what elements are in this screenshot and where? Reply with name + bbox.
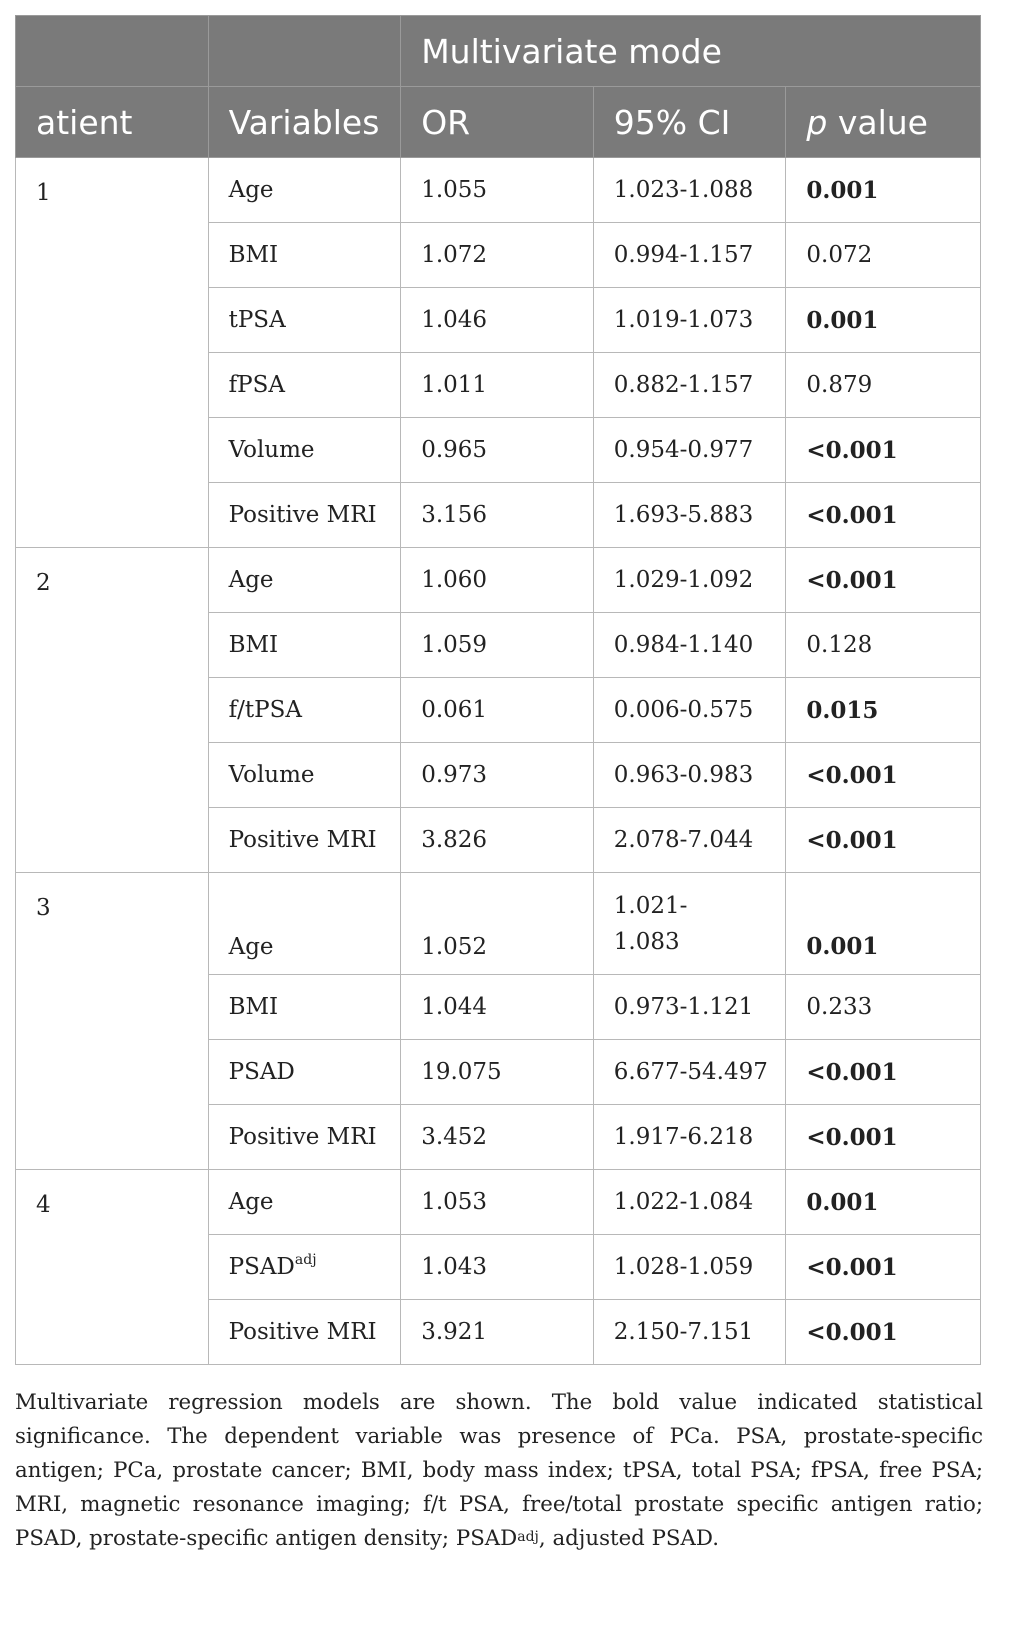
variable-cell: Positive MRI (208, 483, 401, 548)
or-cell: 1.053 (401, 1170, 594, 1235)
table-row (16, 1170, 981, 1235)
p-cell: <0.001 (786, 1300, 981, 1365)
p-cell: 0.015 (786, 678, 981, 743)
or-cell: 1.072 (401, 223, 594, 288)
p-cell: <0.001 (786, 483, 981, 548)
or-cell: 1.044 (401, 975, 594, 1040)
variable-cell: PSAD (208, 1040, 401, 1105)
ci-cell: 1.023-1.088 (593, 158, 786, 223)
or-cell: 1.046 (401, 288, 594, 353)
p-cell: <0.001 (786, 418, 981, 483)
ci-cell: 1.019-1.073 (593, 288, 786, 353)
ci-cell: 0.984-1.140 (593, 613, 786, 678)
model-cell: 2 (16, 548, 209, 873)
variable-superscript: adj (294, 1252, 317, 1268)
variable-cell: f/tPSA (208, 678, 401, 743)
p-cell: <0.001 (786, 1105, 981, 1170)
p-cell: 0.001 (786, 873, 981, 975)
variable-cell: Age (208, 548, 401, 613)
footnote-superscript: adj (517, 1529, 539, 1545)
footnote-text: Multivariate regression models are shown. The bold value indicated statistical significance. The dependent variable was presence of PCa. PSA, prostate-specific antigen; PCa, prostate cancer; BMI, body mass index; tPSA, total PSA; fPSA, free PSA; MRI, magnetic resonance imaging; f/t PSA, free/total prostate specific antigen ratio; PSAD, prostate-specific antigen density; PSAD (15, 1390, 983, 1551)
or-cell: 3.826 (401, 808, 594, 873)
variable-cell: Age (208, 873, 401, 975)
footnote-text-end: , adjusted PSAD. (538, 1526, 719, 1551)
p-cell: <0.001 (786, 743, 981, 808)
header-or: OR (401, 87, 594, 158)
table-row (16, 873, 981, 975)
variable-cell: Age (208, 1170, 401, 1235)
variable-cell: Positive MRI (208, 808, 401, 873)
header-group-title: Multivariate mode (401, 16, 981, 87)
variable-cell: BMI (208, 613, 401, 678)
or-cell: 0.973 (401, 743, 594, 808)
ci-cell: 6.677-54.497 (593, 1040, 786, 1105)
p-cell: <0.001 (786, 548, 981, 613)
p-cell: 0.001 (786, 1170, 981, 1235)
variable-cell (208, 1235, 401, 1300)
p-cell: 0.072 (786, 223, 981, 288)
or-cell: 3.921 (401, 1300, 594, 1365)
or-cell: 0.061 (401, 678, 594, 743)
variable-cell: Volume (208, 743, 401, 808)
or-cell: 0.965 (401, 418, 594, 483)
variable-cell: Volume (208, 418, 401, 483)
or-cell: 1.060 (401, 548, 594, 613)
variable-cell: BMI (208, 223, 401, 288)
p-cell: <0.001 (786, 808, 981, 873)
variable-cell: tPSA (208, 288, 401, 353)
ci-cell (593, 873, 786, 975)
ci-cell: 2.150-7.151 (593, 1300, 786, 1365)
or-cell: 1.055 (401, 158, 594, 223)
ci-cell: 0.006-0.575 (593, 678, 786, 743)
ci-cell: 0.882-1.157 (593, 353, 786, 418)
variable-cell: Positive MRI (208, 1105, 401, 1170)
variable-cell: Age (208, 158, 401, 223)
or-cell: 1.043 (401, 1235, 594, 1300)
ci-line-1: 1.021- (613, 892, 688, 919)
variable-cell: fPSA (208, 353, 401, 418)
or-cell: 3.156 (401, 483, 594, 548)
ci-cell: 0.954-0.977 (593, 418, 786, 483)
or-cell: 3.452 (401, 1105, 594, 1170)
p-cell: 0.233 (786, 975, 981, 1040)
header-p-italic: p (806, 102, 828, 142)
header-variables: Variables (208, 87, 401, 158)
variable-base: PSAD (228, 1254, 295, 1280)
or-cell: 1.011 (401, 353, 594, 418)
ci-cell: 1.917-6.218 (593, 1105, 786, 1170)
results-table-container (15, 15, 981, 1365)
or-cell: 19.075 (401, 1040, 594, 1105)
p-cell: 0.001 (786, 158, 981, 223)
header-blank-patient (16, 16, 209, 87)
table-footnote (15, 1386, 983, 1556)
p-cell: 0.128 (786, 613, 981, 678)
ci-cell: 2.078-7.044 (593, 808, 786, 873)
model-cell: 1 (16, 158, 209, 548)
header-ci: 95% CI (593, 87, 786, 158)
or-cell: 1.052 (401, 873, 594, 975)
table-row (16, 548, 981, 613)
p-cell: 0.879 (786, 353, 981, 418)
model-cell: 3 (16, 873, 209, 1170)
header-patient: atient (16, 87, 209, 158)
p-cell: <0.001 (786, 1040, 981, 1105)
table-row (16, 158, 981, 223)
ci-cell: 0.963-0.983 (593, 743, 786, 808)
multivariate-table (15, 15, 981, 1365)
variable-cell: BMI (208, 975, 401, 1040)
ci-cell: 0.994-1.157 (593, 223, 786, 288)
header-p-rest: value (827, 102, 928, 142)
header-blank-variables (208, 16, 401, 87)
ci-cell: 1.693-5.883 (593, 483, 786, 548)
or-cell: 1.059 (401, 613, 594, 678)
ci-cell: 1.028-1.059 (593, 1235, 786, 1300)
ci-cell: 1.022-1.084 (593, 1170, 786, 1235)
p-cell: 0.001 (786, 288, 981, 353)
ci-cell: 0.973-1.121 (593, 975, 786, 1040)
variable-cell: Positive MRI (208, 1300, 401, 1365)
ci-cell: 1.029-1.092 (593, 548, 786, 613)
p-cell: <0.001 (786, 1235, 981, 1300)
ci-line-2: 1.083 (613, 928, 680, 955)
header-p-value (786, 87, 981, 158)
model-cell: 4 (16, 1170, 209, 1365)
